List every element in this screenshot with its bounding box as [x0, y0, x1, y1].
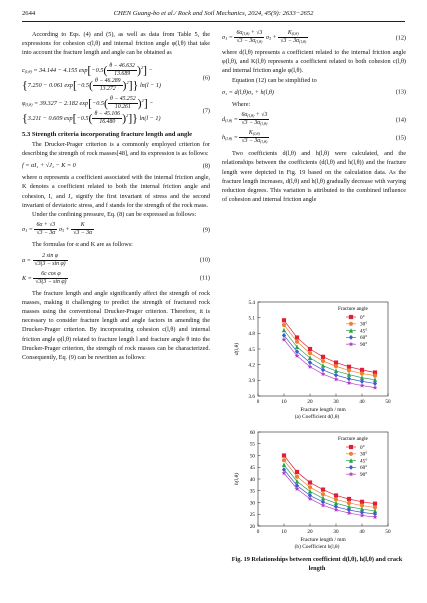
header-rule: [22, 21, 405, 22]
y-tick-label: 60: [249, 429, 255, 436]
legend-label: 60°: [360, 335, 368, 342]
chart-a-caption: (a) Coefficient d(l,θ): [294, 414, 340, 420]
data-point: [334, 360, 338, 364]
data-point: [308, 496, 313, 501]
paragraph: Where:: [232, 101, 251, 109]
data-point: [282, 323, 286, 327]
plot-frame: [258, 432, 388, 526]
equation-8: f = αI₁ + √J₂ − K = 0 (8): [22, 162, 210, 170]
y-tick-label: 4.2: [248, 362, 255, 369]
data-point: [282, 453, 286, 457]
x-tick-label: 10: [281, 529, 287, 535]
y-axis-label: h(l,θ): [234, 472, 240, 486]
x-tick-label: 40: [359, 399, 365, 405]
legend-label: 60°: [360, 465, 368, 472]
data-point: [347, 497, 351, 501]
data-point: [321, 363, 325, 368]
data-point: [373, 385, 378, 390]
data-point: [360, 500, 364, 504]
equation-9: $\sigma_1$ = $\frac{6\alpha + √3}{√3 - 3\alpha}$ $\sigma_3$ + $\frac{K}{√3 - 3\alpha}$ (9): [22, 222, 210, 237]
equation-13: σ₁ = d(l,θ)σ₃ + h(l,θ) (13): [222, 88, 406, 96]
data-point: [308, 351, 312, 355]
data-point: [295, 470, 299, 474]
plot-frame: [258, 302, 388, 396]
legend-title: Fracture angle: [338, 306, 368, 312]
data-point: [347, 368, 351, 372]
data-point: [373, 502, 377, 506]
data-point: [349, 335, 353, 340]
equation-number: (6): [202, 74, 210, 82]
y-tick-label: 3.9: [248, 378, 255, 385]
data-point: [282, 318, 286, 322]
y-tick-label: 55: [249, 441, 255, 448]
y-tick-label: 35: [249, 488, 255, 495]
data-point: [334, 507, 339, 512]
data-point: [334, 493, 338, 497]
equation-15: $h_{(l,\theta)}$ = $\frac{K_{(l,\theta)}}{√3 - 3\alpha_{(l,\theta)}}$ (15): [222, 130, 406, 145]
equation-12: $\sigma_1$ = $\frac{6\alpha_{(l,\theta)} + √3}{√3 - 3\alpha_{(l,\theta)}}$ $\sigma_3$ + $\frac{K_{(l,\theta)}}{√3 - 3\alpha_{(l,\theta)}}$ (12): [222, 30, 406, 44]
x-tick-label: 10: [281, 399, 287, 405]
y-tick-label: 50: [249, 453, 255, 460]
legend-title: Fracture angle: [338, 436, 368, 442]
legend-label: 90°: [360, 472, 368, 478]
legend-label: 45°: [360, 458, 368, 465]
equation-number: (9): [202, 226, 210, 234]
equation-number: (15): [395, 134, 406, 142]
legend-label: 45°: [360, 328, 368, 335]
data-point: [321, 359, 325, 363]
y-tick-label: 25: [249, 512, 255, 519]
data-point: [349, 315, 353, 319]
x-axis-label: Fracture length / mm: [300, 407, 346, 413]
y-tick-label: 45: [249, 465, 255, 472]
data-point: [282, 462, 286, 467]
equation-number: (11): [199, 274, 210, 282]
left-column: [22, 30, 210, 362]
data-point: [349, 452, 353, 456]
equation-number: (10): [199, 256, 210, 264]
x-tick-label: 30: [333, 529, 339, 535]
data-point: [321, 492, 325, 496]
y-tick-label: 4.8: [248, 331, 255, 338]
equation-number: (7): [202, 107, 210, 115]
data-point: [347, 380, 352, 385]
data-point: [308, 485, 312, 489]
chart-b-caption: (b) Coefficient h(l,θ): [294, 544, 340, 550]
x-tick-label: 30: [333, 399, 339, 405]
data-point: [373, 514, 378, 519]
y-tick-label: 5.1: [248, 315, 255, 322]
data-point: [295, 335, 299, 339]
data-point: [334, 368, 338, 373]
data-point: [360, 513, 365, 518]
equation-number: (13): [395, 88, 406, 96]
paragraph: where α represents a coefficient associated with the internal friction angle, K denotes a coefficient related to both the internal friction angle and cohesion, I₁ and J₂ signify the first invariant of stress and the second invariant of deviatoric stress, and f stands for the strength of the rock mass.: [22, 174, 210, 209]
paragraph: The Drucker-Prager criterion is a commonly employed criterion for describing the strength of rock masses[48], and its expression is as follows:: [22, 140, 210, 157]
data-point: [349, 472, 354, 477]
x-tick-label: 0: [256, 529, 260, 535]
data-point: [295, 340, 299, 344]
paragraph: According to Eqs. (4) and (5), as well as data from Table 5, the expressions for cohesion c(l,θ) and internal friction angle φ(l,θ) that take into account the fracture length and angle can be obtained as: [22, 31, 210, 57]
data-point: [347, 510, 352, 515]
equation-6: $c_{(l,\theta)} = 34.144 - 4.155$ exp[−0.5( $\frac{\theta - 46.632}{13.689}$ )$^2$] − {7.250 − 0.061 exp[−0.5( $\frac{\theta - 46.289}{13.272}$ )$^2$]} ln(l − 1) (6): [22, 62, 210, 92]
section-heading: 5.3 Strength criteria incorporating fracture length and angle: [22, 131, 193, 139]
data-point: [321, 487, 325, 491]
legend-label: 0°: [360, 444, 365, 451]
data-point: [308, 480, 312, 484]
y-axis-label: d(l,θ): [234, 342, 240, 356]
x-tick-label: 20: [307, 399, 313, 405]
x-tick-label: 50: [385, 529, 391, 535]
equation-number: (12): [395, 33, 406, 41]
data-point: [334, 364, 338, 368]
right-column: [222, 30, 406, 204]
x-tick-label: 20: [307, 529, 313, 535]
equation-7: $\varphi_{(l,\theta)} = 39.327 - 2.182$ exp[−0.5( $\frac{\theta - 45.252}{10.261}$ )$^2$] − {3.211 − 0.609 exp[−0.5( $\frac{\theta - 45.106}{16.480}$ )$^2$]} ln(l − 1) (7): [22, 95, 210, 126]
paragraph: Two coefficients d(l,θ) and h(l,θ) were calculated, and the relationships between the coefficients (d(l,θ) and h(l,θ)) and the fracture length were depicted in Fig. 19 based on the calculation data. As the fracture length increases, d(l,θ) and h(l,θ) gradually decrease with varying reduction degrees. This variation is attributed to the combined influence of cohesion and internal friction angle: [222, 150, 406, 204]
legend-label: 30°: [360, 451, 368, 458]
legend-label: 0°: [360, 314, 365, 321]
y-tick-label: 30: [249, 500, 255, 507]
data-point: [349, 445, 353, 449]
x-axis-label: Fracture length / mm: [300, 537, 346, 543]
x-tick-label: 40: [359, 529, 365, 535]
equation-11: K = $\frac{\text{6c cos φ}}{\text{√3(3 − sin φ)}}$ (11): [22, 270, 210, 285]
running-title: CHEN Guang-bo et al./ Rock and Soil Mechanics, 2024, 45(9): 2633−2652: [113, 10, 314, 17]
data-point: [360, 368, 364, 372]
y-tick-label: 5.4: [248, 299, 255, 306]
equation-number: (14): [395, 116, 406, 124]
y-tick-label: 20: [249, 523, 255, 530]
data-point: [295, 475, 299, 479]
chart-b-svg: [228, 426, 406, 544]
chart-a-svg: [228, 296, 406, 414]
data-point: [308, 347, 312, 351]
paragraph: The formulas for α and K are as follows:: [32, 241, 133, 249]
equation-10: α = $\frac{\text{2 sin φ}}{\text{√3(3 − sin φ)}}$ (10): [22, 252, 210, 267]
data-point: [360, 383, 365, 388]
data-point: [360, 371, 364, 375]
data-point: [308, 489, 312, 494]
page-header: [22, 10, 405, 22]
legend-label: 90°: [360, 342, 368, 348]
y-tick-label: 40: [249, 476, 255, 483]
x-tick-label: 50: [385, 399, 391, 405]
page-number: 2644: [22, 10, 36, 17]
paragraph: Under the confining pressure, Eq. (8) can be expressed as follows:: [32, 211, 197, 219]
data-point: [373, 374, 377, 378]
data-point: [349, 342, 354, 347]
data-point: [308, 355, 312, 360]
data-point: [347, 365, 351, 369]
data-point: [282, 328, 286, 333]
data-point: [321, 355, 325, 359]
paragraph: where d(l,θ) represents a coefficient related to the internal friction angle φ(l,θ), and K(l,θ) represents a coefficient related to both cohesion c(l,θ) and internal friction angle φ(l,θ).: [222, 49, 406, 75]
figure-caption: Fig. 19 Relationships between coefficient d(l,θ), h(l,θ) and crack length: [231, 556, 403, 572]
equation-14: $d_{(l,\theta)}$ = $\frac{6\alpha_{(l,\theta)} + √3}{√3 - 3\alpha_{(l,\theta)}}$ (14): [222, 112, 406, 127]
paragraph: Equation (12) can be simplified to: [232, 76, 317, 84]
chart-d-coefficient: [228, 296, 406, 421]
data-point: [321, 503, 326, 508]
y-tick-label: 3.6: [248, 393, 255, 400]
y-tick-label: 4.5: [248, 346, 255, 353]
equation-number: (8): [202, 162, 210, 170]
legend-label: 30°: [360, 321, 368, 328]
paragraph: The fracture length and angle significantly affect the strength of rock masses, making it challenging to predict the strength of fractured rock masses using the conventional Drucker-Prager criterion. Therefore, it is necessary to consider fracture length and angle factors in amending the Drucker-Prager criterion. By incorporating cohesion c(l,θ) and internal friction angle φ(l,θ) related to fracture length l and fracture angle θ into the Drucker-Prager criterion, the strength of rock masses can be characterized. Consequently, Eq. (9) can be rewritten as follows:: [22, 289, 210, 361]
data-point: [282, 458, 286, 462]
data-point: [334, 377, 339, 382]
x-tick-label: 0: [256, 399, 260, 405]
data-point: [349, 322, 353, 326]
data-point: [349, 465, 353, 470]
chart-h-coefficient: [228, 426, 406, 551]
data-point: [321, 371, 326, 376]
